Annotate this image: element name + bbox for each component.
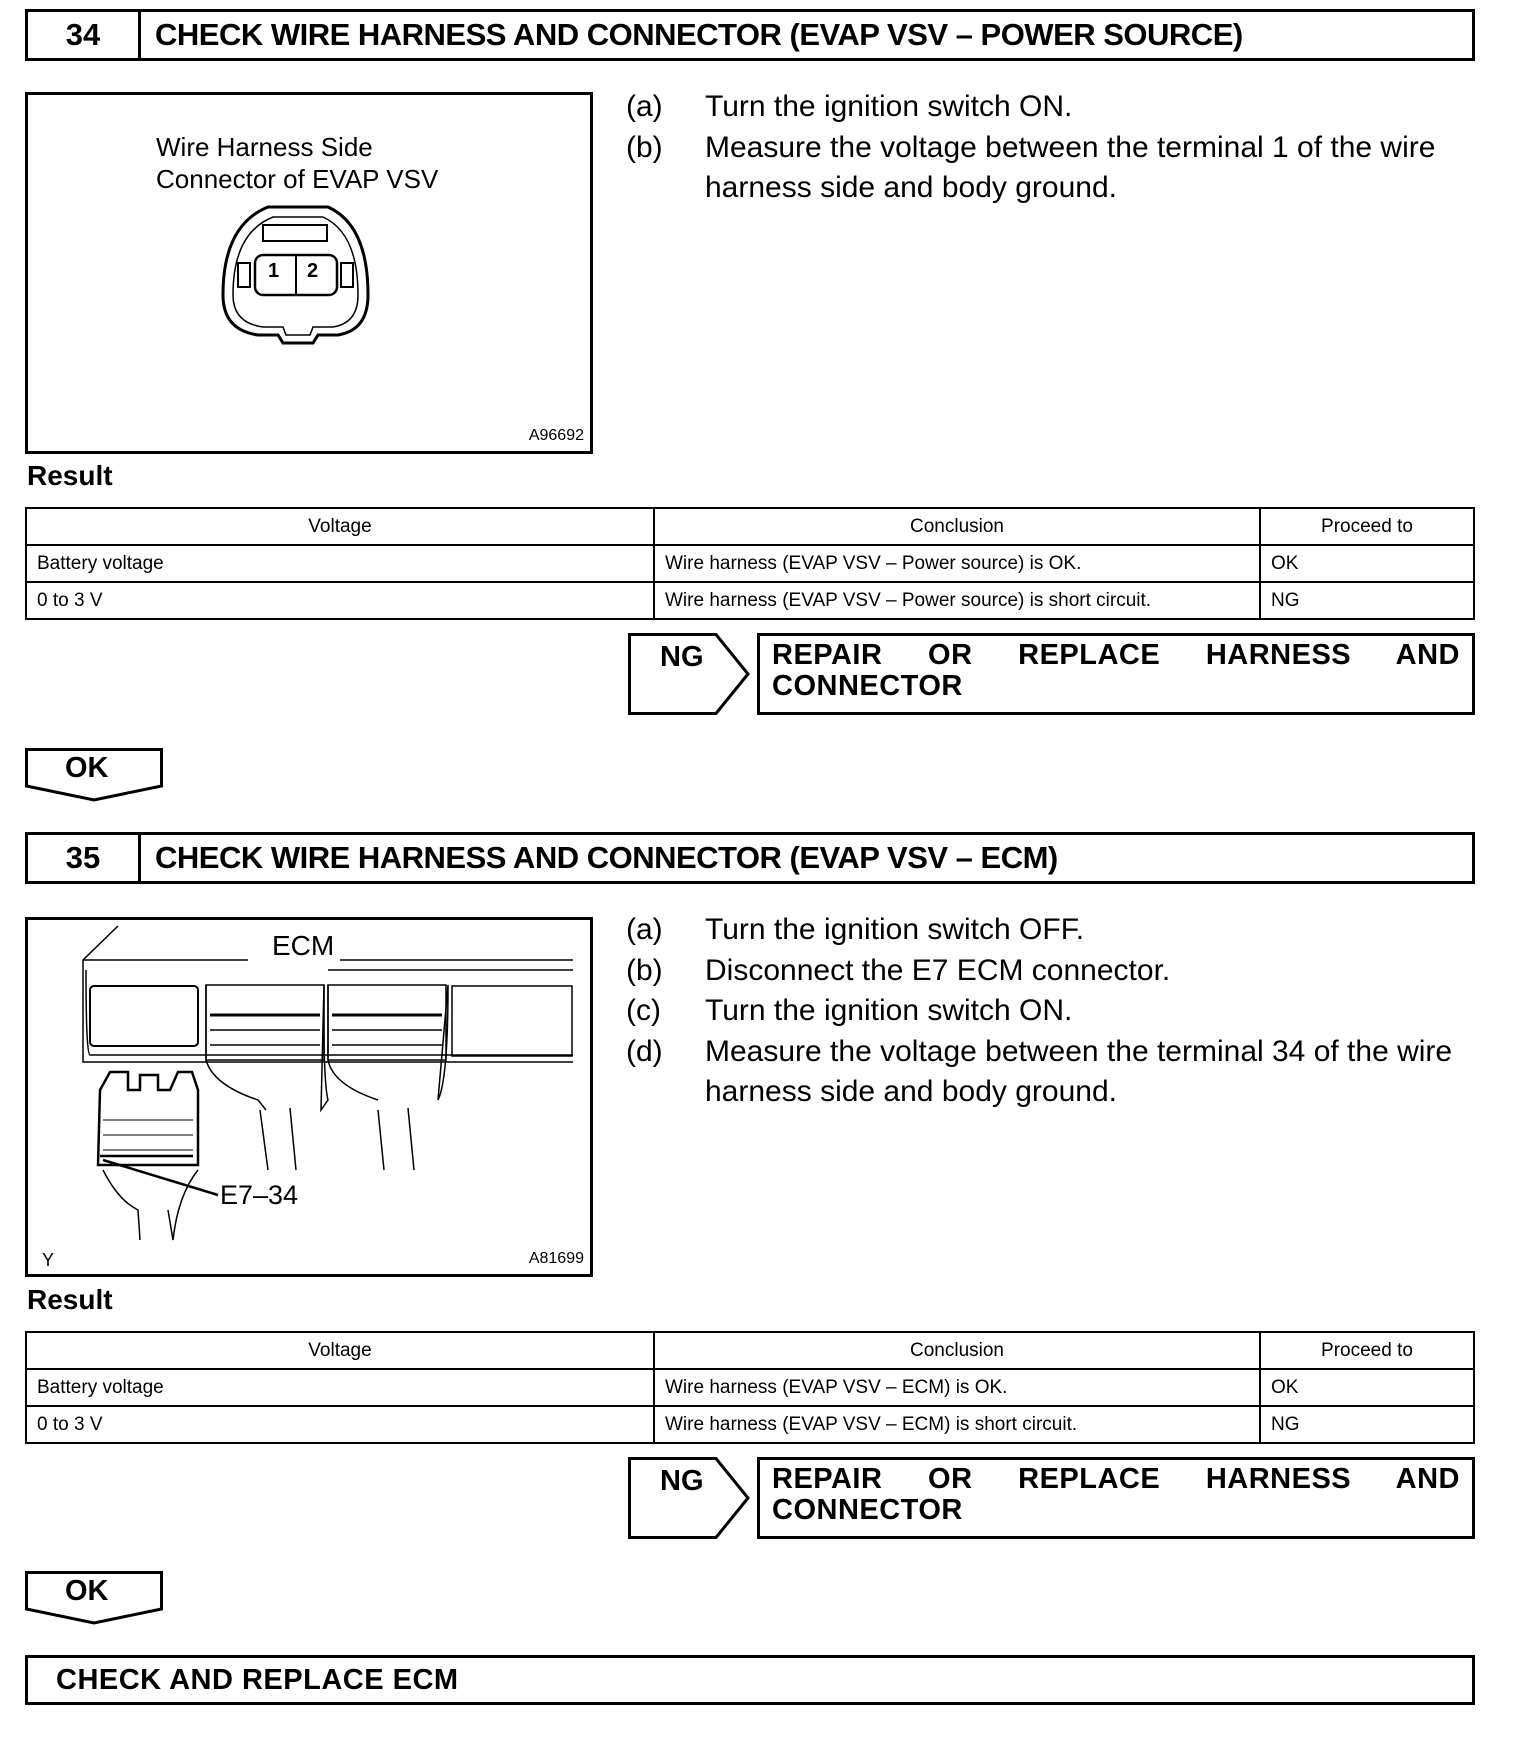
figure-id: A96692 [528, 427, 584, 444]
instruction-item [626, 991, 1476, 1032]
table-cell: Wire harness (EVAP VSV – Power source) is short circuit. [654, 582, 1260, 619]
corner-label: Y [42, 1250, 55, 1270]
column-header: Conclusion [654, 1332, 1260, 1369]
instruction-text: Turn the ignition switch OFF. [705, 913, 1085, 946]
table-row [26, 1406, 1474, 1443]
result-table [25, 507, 1475, 620]
step-number: 34 [28, 12, 141, 58]
ok-branch [25, 748, 163, 802]
result-heading: Result [27, 1284, 113, 1315]
ok-branch [25, 1571, 163, 1625]
ecm-label: ECM [266, 930, 340, 962]
step-34-header [25, 9, 1475, 61]
instruction-item [626, 910, 1476, 951]
step-35-instructions [626, 910, 1476, 1113]
instruction-text: Turn the ignition switch ON. [705, 994, 1073, 1027]
table-row [26, 1369, 1474, 1406]
ng-label: NG [660, 641, 704, 673]
table-cell: Wire harness (EVAP VSV – ECM) is OK. [654, 1369, 1260, 1406]
step-35-header [25, 832, 1475, 884]
table-cell: 0 to 3 V [26, 582, 654, 619]
pin-1-label: 1 [268, 260, 280, 282]
instruction-text: Measure the voltage between the terminal 34 of the wire harness side and body ground. [705, 1034, 1453, 1108]
figure-id: A81699 [528, 1250, 584, 1267]
column-header: Conclusion [654, 508, 1260, 545]
table-cell: OK [1260, 545, 1474, 582]
ok-label: OK [65, 752, 109, 784]
instruction-text: Turn the ignition switch ON. [705, 90, 1073, 123]
step-title: CHECK WIRE HARNESS AND CONNECTOR (EVAP VSV – POWER SOURCE) [155, 17, 1243, 52]
instruction-item [626, 128, 1476, 209]
instruction-item [626, 87, 1476, 128]
result-heading: Result [27, 460, 113, 491]
step-34-instructions [626, 87, 1476, 209]
table-cell: Wire harness (EVAP VSV – Power source) is OK. [654, 545, 1260, 582]
table-cell: NG [1260, 1406, 1474, 1443]
table-row [26, 545, 1474, 582]
instruction-label: (c) [626, 994, 661, 1027]
ok-label: OK [65, 1575, 109, 1607]
terminal-label: E7–34 [220, 1180, 299, 1210]
table-cell: OK [1260, 1369, 1474, 1406]
instruction-item [626, 1032, 1476, 1113]
table-cell: 0 to 3 V [26, 1406, 654, 1443]
table-cell: Battery voltage [26, 1369, 654, 1406]
table-header-row [26, 508, 1474, 545]
ecm-drawing [28, 920, 596, 1280]
ng-label: NG [660, 1465, 704, 1497]
caption-line: Connector of EVAP VSV [156, 164, 439, 194]
instruction-text: Measure the voltage between the terminal 1 of the wire harness side and body ground. [705, 130, 1436, 204]
ng-action: REPAIR OR REPLACE HARNESS AND CONNECTOR [757, 1457, 1475, 1539]
instruction-label: (b) [626, 953, 663, 987]
step-title: CHECK WIRE HARNESS AND CONNECTOR (EVAP VSV – ECM) [155, 840, 1058, 875]
column-header: Voltage [26, 508, 654, 545]
instruction-label: (d) [626, 1034, 663, 1068]
ng-action: REPAIR OR REPLACE HARNESS AND CONNECTOR [757, 633, 1475, 715]
table-cell: NG [1260, 582, 1474, 619]
table-cell: Battery voltage [26, 545, 654, 582]
table-row [26, 582, 1474, 619]
result-table [25, 1331, 1475, 1444]
instruction-label: (a) [626, 913, 663, 946]
table-header-row [26, 1332, 1474, 1369]
pin-2-label: 2 [307, 260, 319, 282]
step-number: 35 [28, 835, 141, 881]
caption-line: Wire Harness Side [156, 132, 373, 162]
instruction-label: (a) [626, 90, 663, 123]
final-step-box: CHECK AND REPLACE ECM [25, 1655, 1475, 1705]
instruction-label: (b) [626, 130, 663, 164]
column-header: Proceed to [1260, 1332, 1474, 1369]
instruction-item [626, 951, 1476, 992]
column-header: Proceed to [1260, 508, 1474, 545]
ecm-connector-figure [25, 917, 593, 1277]
table-cell: Wire harness (EVAP VSV – ECM) is short circuit. [654, 1406, 1260, 1443]
evap-vsv-connector-figure [25, 92, 593, 454]
column-header: Voltage [26, 1332, 654, 1369]
instruction-text: Disconnect the E7 ECM connector. [705, 953, 1171, 987]
